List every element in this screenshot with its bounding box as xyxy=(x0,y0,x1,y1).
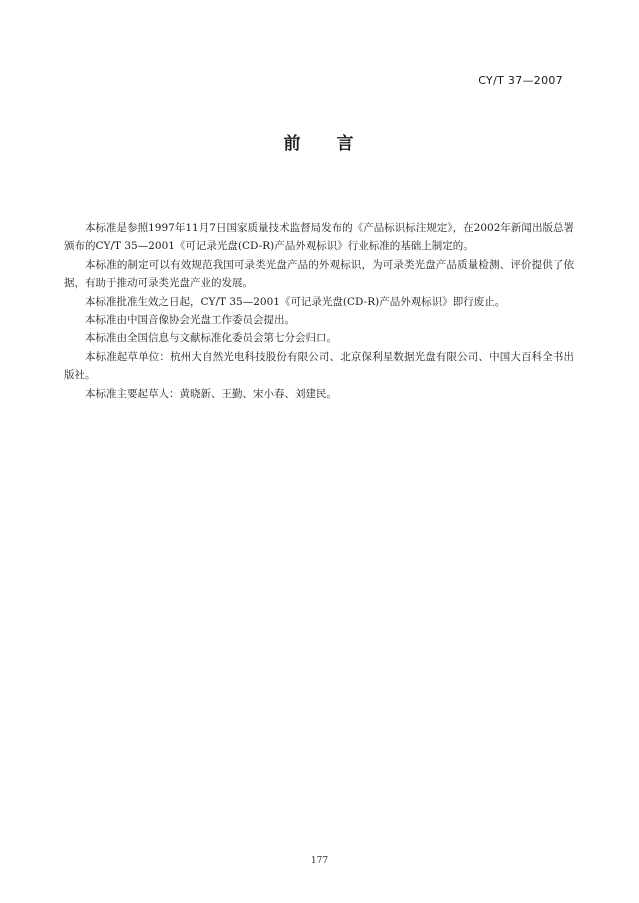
page-number: 177 xyxy=(310,856,329,866)
paragraph-proposer: 本标准由中国音像协会光盘工作委员会提出。 xyxy=(85,314,295,327)
paragraph-reference-basis: 本标准是参照1997年11月7日国家质量技术监督局发布的《产品标识标注规定》，在2002年新闻出版总署颁布的CY/T 35—2001《可记录光盘(CD-R)产品外观标识》行业标准的基础上制定的。 xyxy=(64,222,574,253)
paragraph-purpose: 本标准的制定可以有效规范我国可录类光盘产品的外观标识，为可录类光盘产品质量检测、评价提供了依据，有助于推动可录类光盘产业的发展。 xyxy=(64,258,574,290)
paragraph-drafters: 本标准主要起草人：黄晓新、王勤、宋小春、刘建民。 xyxy=(85,387,337,400)
foreword-body xyxy=(64,219,574,403)
paragraph-administrator: 本标准由全国信息与文献标准化委员会第七分会归口。 xyxy=(85,332,337,345)
standard-code: CY/T 37—2007 xyxy=(478,74,563,87)
page-title: 前 言 xyxy=(283,134,356,154)
paragraph-drafting-units: 本标准起草单位：杭州大自然光电科技股份有限公司、北京保利星数据光盘有限公司、中国大百科全书出版社。 xyxy=(64,350,574,382)
paragraph-supersedes: 本标准批准生效之日起，CY/T 35—2001《可记录光盘(CD-R)产品外观标识》即行废止。 xyxy=(85,295,506,308)
